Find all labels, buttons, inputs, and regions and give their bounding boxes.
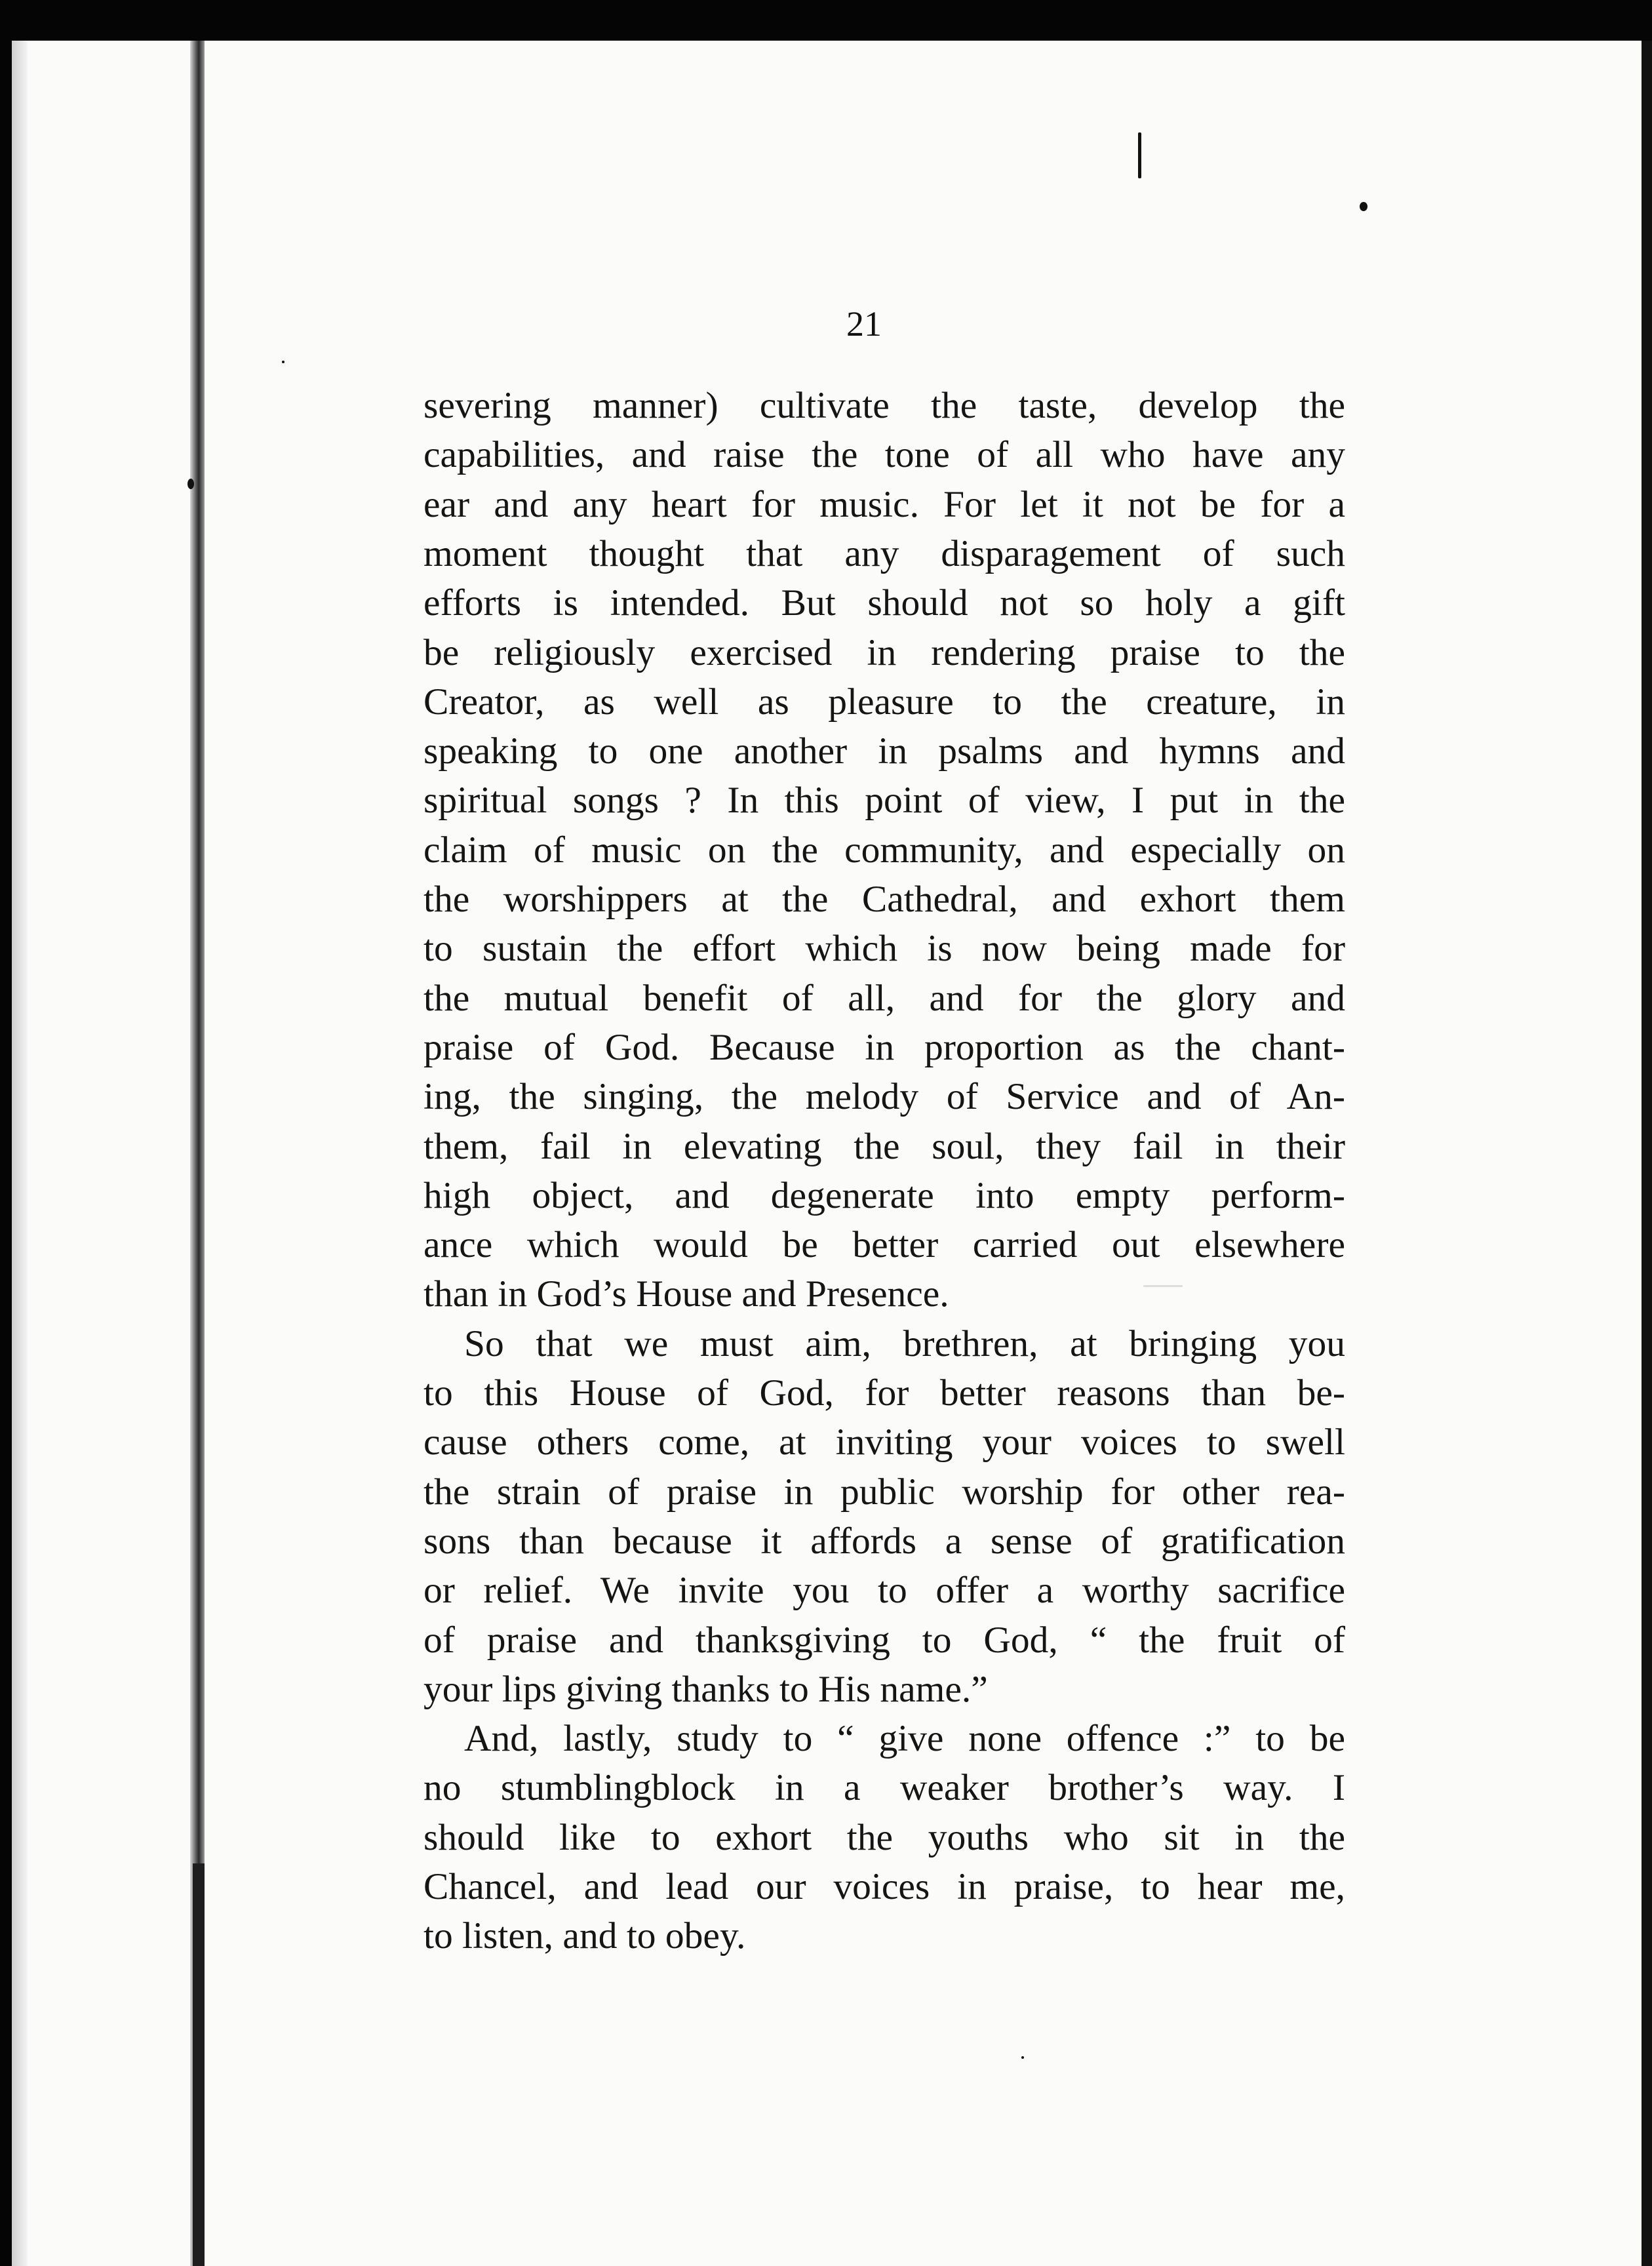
text-line: no stumblingblock in a weaker brother’s way. I: [423, 1767, 1345, 1808]
text-line: capabilities, and raise the tone of all who have any: [423, 434, 1345, 475]
text-line: And, lastly, study to “ give none offence :” to be: [464, 1718, 1345, 1759]
text-line: to sustain the effort which is now being made for: [423, 928, 1345, 969]
text-line: Chancel, and lead our voices in praise, to hear me,: [423, 1866, 1345, 1907]
text-line: ance which would be better carried out elsewhere: [423, 1224, 1345, 1265]
book-spine-shadow: [193, 1863, 205, 2266]
text-line: So that we must aim, brethren, at bringing you: [464, 1323, 1345, 1364]
text-line: claim of music on the community, and especially on: [423, 829, 1345, 871]
text-line: spiritual songs ? In this point of view, I put in the: [423, 780, 1345, 821]
ink-speck: [1138, 132, 1141, 178]
paper-page: [12, 41, 1652, 2266]
text-line: ing, the singing, the melody of Service and of An-: [423, 1076, 1345, 1117]
ink-speck: [187, 479, 194, 489]
ink-speck: [1360, 202, 1367, 211]
text-line: than in God’s House and Presence.: [423, 1273, 949, 1315]
text-line: to this House of God, for better reasons than be-: [423, 1372, 1345, 1414]
scan-border-right: [1642, 41, 1652, 2266]
ink-speck: [282, 361, 285, 363]
page-number: 21: [846, 304, 882, 344]
ink-speck: [1021, 2056, 1024, 2059]
facing-page-edge: [12, 41, 28, 2266]
text-line: the strain of praise in public worship for other rea-: [423, 1471, 1345, 1513]
text-line: high object, and degenerate into empty perform-: [423, 1175, 1345, 1216]
text-line: them, fail in elevating the soul, they fail in their: [423, 1126, 1345, 1167]
text-line: should like to exhort the youths who sit in the: [423, 1817, 1345, 1858]
text-line: the worshippers at the Cathedral, and exhort them: [423, 879, 1345, 920]
text-line: speaking to one another in psalms and hymns and: [423, 730, 1345, 772]
text-line: of praise and thanksgiving to God, “ the fruit of: [423, 1620, 1345, 1661]
text-line: moment thought that any disparagement of such: [423, 533, 1345, 574]
text-line: ear and any heart for music. For let it not be for a: [423, 484, 1345, 525]
text-line: praise of God. Because in proportion as the chant-: [423, 1027, 1345, 1068]
text-line: the mutual benefit of all, and for the glory and: [423, 978, 1345, 1019]
text-line: to listen, and to obey.: [423, 1915, 746, 1957]
text-line: efforts is intended. But should not so holy a gift: [423, 582, 1345, 624]
text-line: be religiously exercised in rendering praise to the: [423, 632, 1345, 673]
text-line: Creator, as well as pleasure to the creature, in: [423, 681, 1345, 723]
text-line: your lips giving thanks to His name.”: [423, 1669, 988, 1710]
text-line: severing manner) cultivate the taste, develop the: [423, 385, 1345, 426]
text-line: cause others come, at inviting your voices to swell: [423, 1421, 1345, 1463]
text-line: sons than because it affords a sense of gratification: [423, 1521, 1345, 1562]
text-line: or relief. We invite you to offer a worthy sacrifice: [423, 1570, 1345, 1611]
